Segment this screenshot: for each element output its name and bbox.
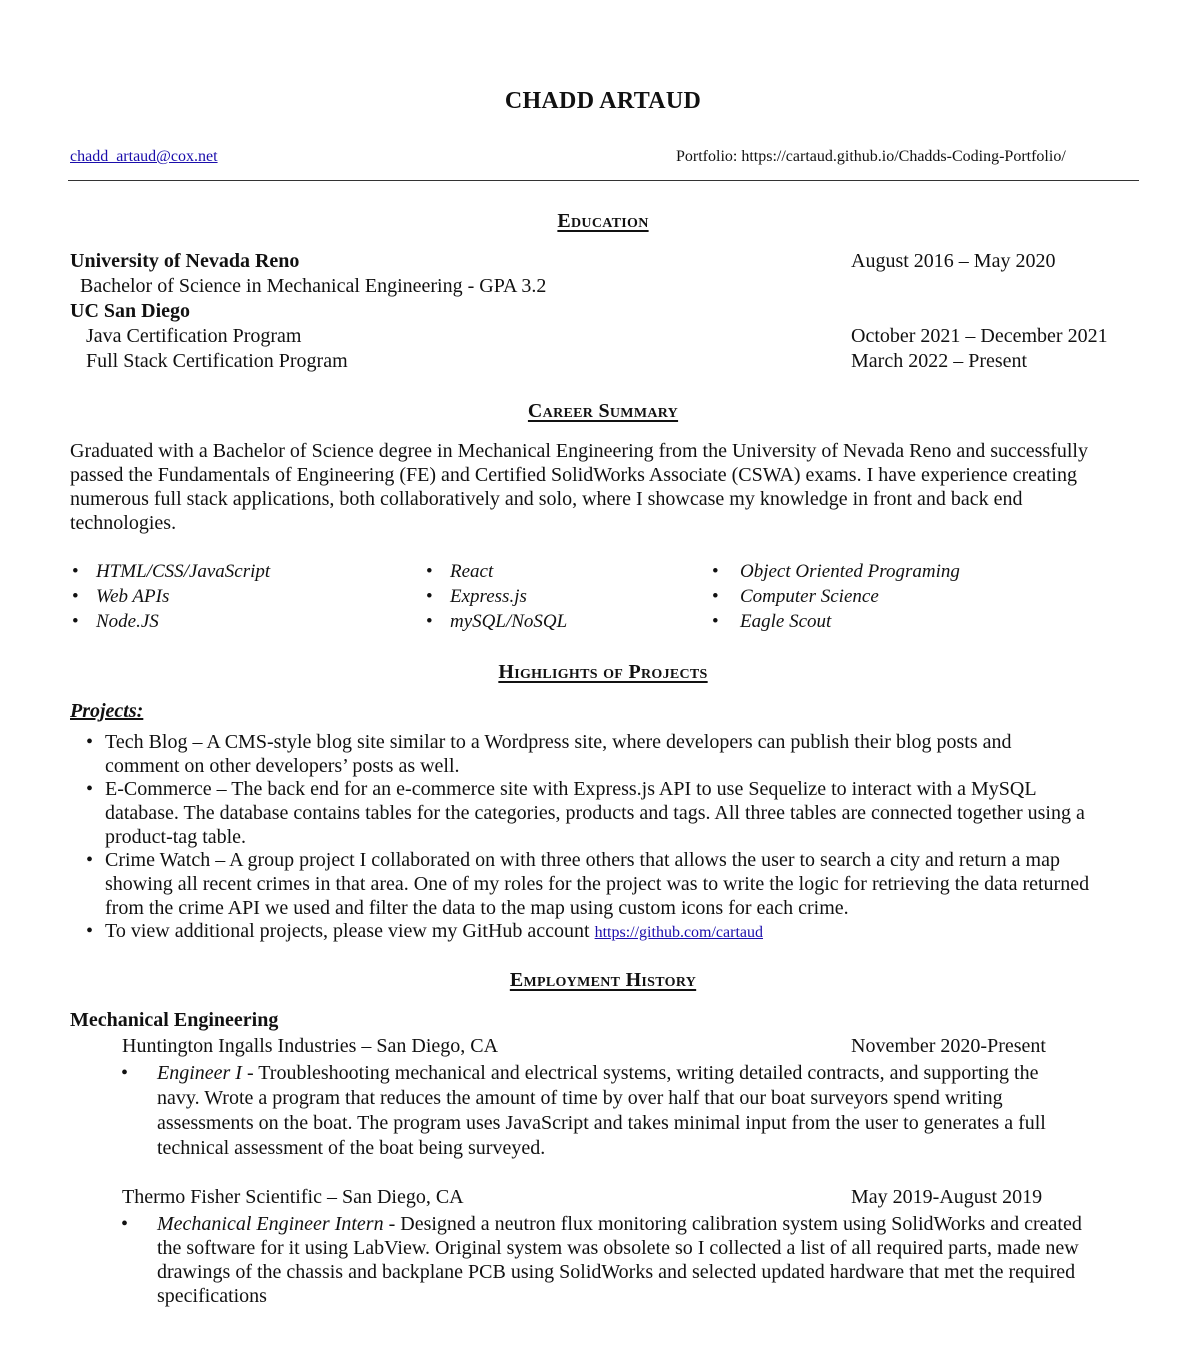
skill-item: • Eagle Scout xyxy=(712,611,832,632)
career-line: technologies. xyxy=(70,512,177,534)
projects-heading: Highlights of Projects xyxy=(498,661,708,683)
skill-item: • Express.js xyxy=(426,586,527,607)
project-line: Crime Watch – A group project I collaborated on with three others that allows the user to search a city and return a map xyxy=(105,849,1060,871)
project-line: showing all recent crimes in that area. One of my roles for the project was to write the logic for retrieving the data returned xyxy=(105,873,1090,895)
job-dates: November 2020-Present xyxy=(851,1035,1046,1057)
degree: Bachelor of Science in Mechanical Engineering - GPA 3.2 xyxy=(80,275,547,297)
school-ucsd: UC San Diego xyxy=(70,300,191,322)
project-line: comment on other developers’ posts as well. xyxy=(105,755,460,777)
job-desc-line: Engineer I - Troubleshooting mechanical and electrical systems, writing detailed contracts, and supporting the xyxy=(157,1062,1039,1084)
skill-item: • Object Oriented Programing xyxy=(712,561,960,582)
skill-item: • Computer Science xyxy=(712,586,879,607)
project-line: E-Commerce – The back end for an e-commerce site with Express.js API to use Sequelize to interact with a MySQL xyxy=(105,778,1037,800)
github-line xyxy=(105,920,763,943)
email-link[interactable]: chadd_artaud@cox.net xyxy=(70,148,218,165)
bullet-icon: • xyxy=(121,1062,129,1084)
github-text: To view additional projects, please view my GitHub account xyxy=(105,920,590,942)
portfolio-url: Portfolio: https://cartaud.github.io/Chadds-Coding-Portfolio/ xyxy=(676,148,1066,165)
projects-label: Projects: xyxy=(70,700,144,722)
employment-heading: Employment History xyxy=(509,969,697,991)
job-desc-line: drawings of the chassis and backplane PCB using SolidWorks and selected updated hardware that met the required xyxy=(157,1261,1076,1283)
job-desc-line: the software for it using LabView. Original system was obsolete so I collected a list of all required parts, made new xyxy=(157,1237,1079,1259)
skill-item: • Web APIs xyxy=(72,586,170,607)
career-line: numerous full stack applications, both collaboratively and solo, where I showcase my knowledge in front and back end xyxy=(70,488,1023,510)
bullet-icon: • xyxy=(121,1213,129,1235)
job-desc-line: assessments on the boat. The program uses JavaScript and takes minimal input from the user to generates a full xyxy=(157,1112,1046,1134)
skill-item: • React xyxy=(426,561,494,582)
school-unr: University of Nevada Reno xyxy=(70,250,300,272)
project-line: product-tag table. xyxy=(105,826,247,848)
github-link[interactable]: https://github.com/cartaud xyxy=(594,924,764,941)
project-line: database. The database contains tables for the categories, products and tags. All three tables are connected together using a xyxy=(105,802,1085,824)
job-company: Thermo Fisher Scientific – San Diego, CA xyxy=(122,1186,464,1208)
skill-item: • Node.JS xyxy=(72,611,159,632)
bullet-icon: • xyxy=(86,849,94,871)
program-java: Java Certification Program xyxy=(86,325,302,347)
skill-item: • mySQL/NoSQL xyxy=(426,611,568,632)
header-divider xyxy=(68,180,1139,181)
job-desc-line: specifications xyxy=(157,1285,267,1307)
program-java-dates: October 2021 – December 2021 xyxy=(851,325,1108,347)
career-line: Graduated with a Bachelor of Science degree in Mechanical Engineering from the University of Nevada Reno and successfully xyxy=(70,440,1088,462)
education-heading: Education xyxy=(557,210,649,232)
job-dates: May 2019-August 2019 xyxy=(851,1186,1043,1208)
skill-item: • HTML/CSS/JavaScript xyxy=(72,561,271,582)
program-fullstack-dates: March 2022 – Present xyxy=(851,350,1028,372)
candidate-name: CHADD ARTAUD xyxy=(504,88,702,114)
career-line: passed the Fundamentals of Engineering (FE) and Certified SolidWorks Associate (CSWA) exams. I have experience creating xyxy=(70,464,1077,486)
bullet-icon: • xyxy=(86,778,94,800)
bullet-icon: • xyxy=(86,731,94,753)
job-title: Mechanical Engineer Intern xyxy=(157,1213,384,1235)
project-line: from the crime API we used and filter the data to the map using custom icons for each crime. xyxy=(105,897,849,919)
job-desc-line: navy. Wrote a program that reduces the amount of time by over half that our boat surveyors spend writing xyxy=(157,1087,1003,1109)
project-line: Tech Blog – A CMS-style blog site similar to a Wordpress site, where developers can publish their blog posts and xyxy=(105,731,1012,753)
bullet-icon: • xyxy=(86,920,94,942)
job-desc-line: technical assessment of the boat being surveyed. xyxy=(157,1137,546,1159)
employment-category: Mechanical Engineering xyxy=(70,1009,279,1031)
job-title: Engineer I xyxy=(157,1062,242,1084)
school-unr-dates: August 2016 – May 2020 xyxy=(851,250,1056,272)
program-fullstack: Full Stack Certification Program xyxy=(86,350,348,372)
career-heading: Career Summary xyxy=(527,400,679,422)
job-company: Huntington Ingalls Industries – San Diego, CA xyxy=(122,1035,499,1057)
job-desc-line: Mechanical Engineer Intern - Designed a neutron flux monitoring calibration system using SolidWorks and created xyxy=(157,1213,1082,1235)
